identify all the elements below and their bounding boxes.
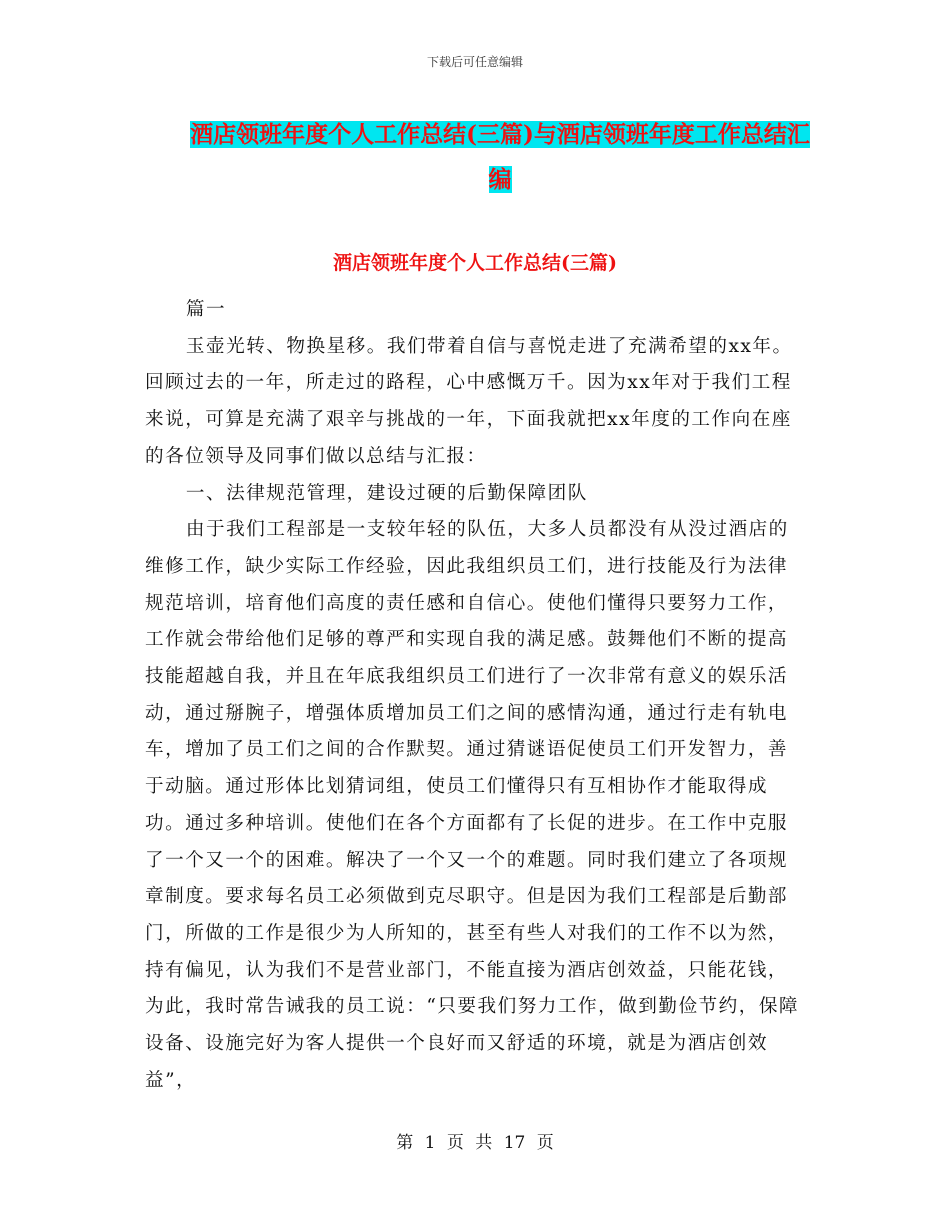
section-title: 酒店领班年度个人工作总结(三篇) xyxy=(333,252,617,274)
paragraph-body: 由于我们工程部是一支较年轻的队伍，大多人员都没有从没过酒店的维修工作，缺少实际工作经验，因此我组织员工们，进行技能及行为法律规范培训，培育他们高度的责任感和自信心。使他们懂得只要努力工作，工作就会带给他们足够的尊严和实现自我的满足感。鼓舞他们不断的提高技能超越自我，并且在年底我组织员工们进行了一次非常有意义的娱乐活动，通过掰腕子，增强体质增加员工们之间的感情沟通，通过行走有轨电车，增加了员工们之间的合作默契。通过猜谜语促使员工们开发智力，善于动脑。通过形体比划猜词组，使员工们懂得只有互相协作才能取得成功。通过多种培训。使他们在各个方面都有了长促的进步。在工作中克服了一个又一个的困难。解决了一个又一个的难题。同时我们建立了各项规章制度。要求每名员工必须做到克尽职守。但是因为我们工程部是后勤部门，所做的工作是很少为人所知的，甚至有些人对我们的工作不以为然，持有偏见，认为我们不是营业部门，不能直接为酒店创效益，只能花钱，为此，我时常告诫我的员工说：“只要我们努力工作，做到勤俭节约，保障设备、设施完好为客人提供一个良好而又舒适的环境，就是为酒店创效益”， xyxy=(145,519,800,1091)
document-body xyxy=(145,292,805,1099)
document-title xyxy=(190,112,810,202)
paragraph-heading: 一、法律规范管理，建设过硬的后勤保障团队 xyxy=(185,482,588,504)
header-note: 下载后可任意编辑 xyxy=(426,55,523,69)
paragraph-intro: 玉壶光转、物换星移。我们带着自信与喜悦走进了充满希望的xx年。回顾过去的一年，所走过的路程，心中感慨万千。因为xx年对于我们工程来说，可算是充满了艰辛与挑战的一年，下面我就把xx年度的工作向在座的各位领导及同事们做以总结与汇报： xyxy=(145,335,793,467)
paragraph-part-label: 篇一 xyxy=(185,299,227,320)
document-title-text: 酒店领班年度个人工作总结(三篇)与酒店领班年度工作总结汇编 xyxy=(190,121,810,193)
page-number-footer: 第 1 页 共 17 页 xyxy=(396,1133,554,1153)
